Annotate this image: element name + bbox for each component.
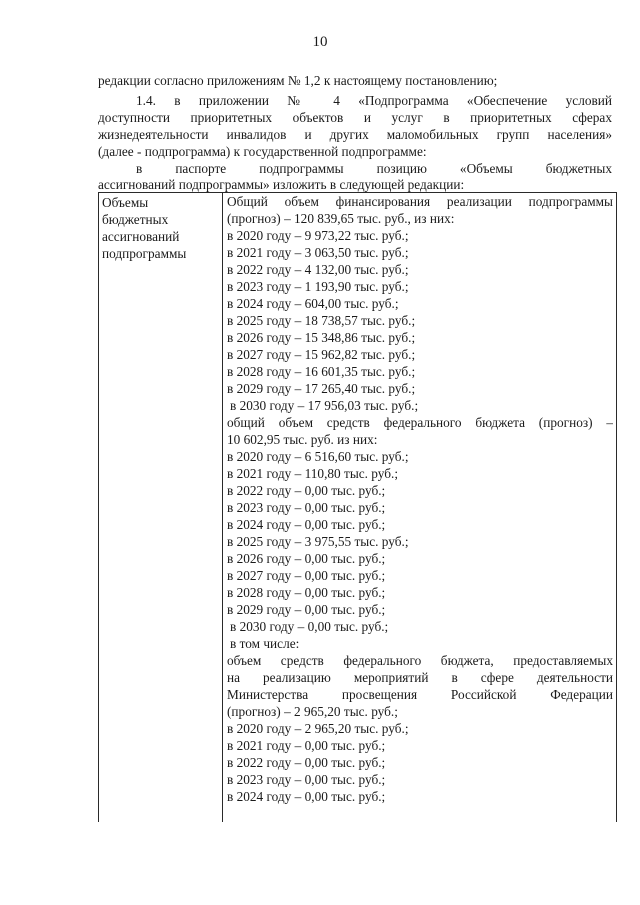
table-label-line: бюджетных	[102, 212, 169, 227]
table-label-line: подпрограммы	[102, 246, 187, 261]
ministry-year-line: в 2023 году – 0,00 тыс. руб.;	[227, 772, 386, 787]
federal-header-line: 10 602,95 тыс. руб. из них:	[227, 432, 378, 447]
ministry-year-line: в 2022 году – 0,00 тыс. руб.;	[227, 755, 386, 770]
ministry-header-line: на реализацию мероприятий в сфере деятельности	[227, 670, 613, 685]
ministry-header-line: Министерства просвещения Российской Федерации	[227, 687, 613, 702]
budget-table	[98, 192, 617, 822]
paragraph-1-4-line: доступности приоритетных объектов и услуг в приоритетных сферах	[98, 110, 612, 125]
total-year-line: в 2027 году – 15 962,82 тыс. руб.;	[227, 347, 416, 362]
paragraph-1-4-line: жизнедеятельности инвалидов и других маломобильных групп населения»	[98, 127, 612, 142]
total-year-line: в 2020 году – 9 973,22 тыс. руб.;	[227, 228, 409, 243]
federal-year-line: в 2025 году – 3 975,55 тыс. руб.;	[227, 534, 409, 549]
ministry-year-line: в 2024 году – 0,00 тыс. руб.;	[227, 789, 386, 804]
total-header-line: (прогноз) – 120 839,65 тыс. руб., из них:	[227, 211, 455, 226]
total-year-line: в 2024 году – 604,00 тыс. руб.;	[227, 296, 399, 311]
federal-year-line: в 2021 году – 110,80 тыс. руб.;	[227, 466, 399, 481]
table-label-cell	[99, 193, 223, 822]
paragraph-1-4-line: (далее - подпрограмма) к государственной подпрограмме:	[98, 144, 427, 159]
total-year-line: в 2022 году – 4 132,00 тыс. руб.;	[227, 262, 409, 277]
federal-year-line: в 2029 году – 0,00 тыс. руб.;	[227, 602, 386, 617]
total-year-line: в 2030 году – 17 956,03 тыс. руб.;	[230, 398, 419, 413]
intro-line: редакции согласно приложениям № 1,2 к настоящему постановлению;	[98, 73, 498, 88]
table-label-line: Объемы	[102, 195, 149, 210]
total-year-line: в 2025 году – 18 738,57 тыс. руб.;	[227, 313, 416, 328]
page-number: 10	[312, 34, 328, 50]
including-label: в том числе:	[230, 636, 300, 651]
ministry-year-line: в 2021 году – 0,00 тыс. руб.;	[227, 738, 386, 753]
paragraph-1-4-line: 1.4. в приложении № 4 «Подпрограмма «Обеспечение условий	[136, 93, 612, 108]
table-content-cell	[223, 193, 616, 822]
federal-year-line: в 2023 году – 0,00 тыс. руб.;	[227, 500, 386, 515]
table-label-line: ассигнований	[102, 229, 180, 244]
total-year-line: в 2023 году – 1 193,90 тыс. руб.;	[227, 279, 409, 294]
passport-line: ассигнований подпрограммы» изложить в следующей редакции:	[98, 177, 465, 192]
federal-year-line: в 2026 году – 0,00 тыс. руб.;	[227, 551, 386, 566]
total-year-line: в 2021 году – 3 063,50 тыс. руб.;	[227, 245, 409, 260]
federal-year-line: в 2024 году – 0,00 тыс. руб.;	[227, 517, 386, 532]
ministry-header-line: объем средств федерального бюджета, предоставляемых	[227, 653, 613, 668]
federal-year-line: в 2030 году – 0,00 тыс. руб.;	[230, 619, 389, 634]
federal-year-line: в 2022 году – 0,00 тыс. руб.;	[227, 483, 386, 498]
ministry-header-line: (прогноз) – 2 965,20 тыс. руб.;	[227, 704, 398, 719]
ministry-year-line: в 2020 году – 2 965,20 тыс. руб.;	[227, 721, 409, 736]
federal-year-line: в 2020 году – 6 516,60 тыс. руб.;	[227, 449, 409, 464]
federal-year-line: в 2027 году – 0,00 тыс. руб.;	[227, 568, 386, 583]
paragraph-1-4	[98, 92, 612, 160]
total-year-line: в 2029 году – 17 265,40 тыс. руб.;	[227, 381, 416, 396]
total-header-line: Общий объем финансирования реализации подпрограммы	[227, 194, 613, 209]
total-year-line: в 2028 году – 16 601,35 тыс. руб.;	[227, 364, 416, 379]
total-year-line: в 2026 году – 15 348,86 тыс. руб.;	[227, 330, 416, 345]
federal-year-line: в 2028 году – 0,00 тыс. руб.;	[227, 585, 386, 600]
passport-line: в паспорте подпрограммы позицию «Объемы бюджетных	[136, 161, 612, 176]
federal-header-line: общий объем средств федерального бюджета (прогноз) –	[227, 415, 613, 430]
